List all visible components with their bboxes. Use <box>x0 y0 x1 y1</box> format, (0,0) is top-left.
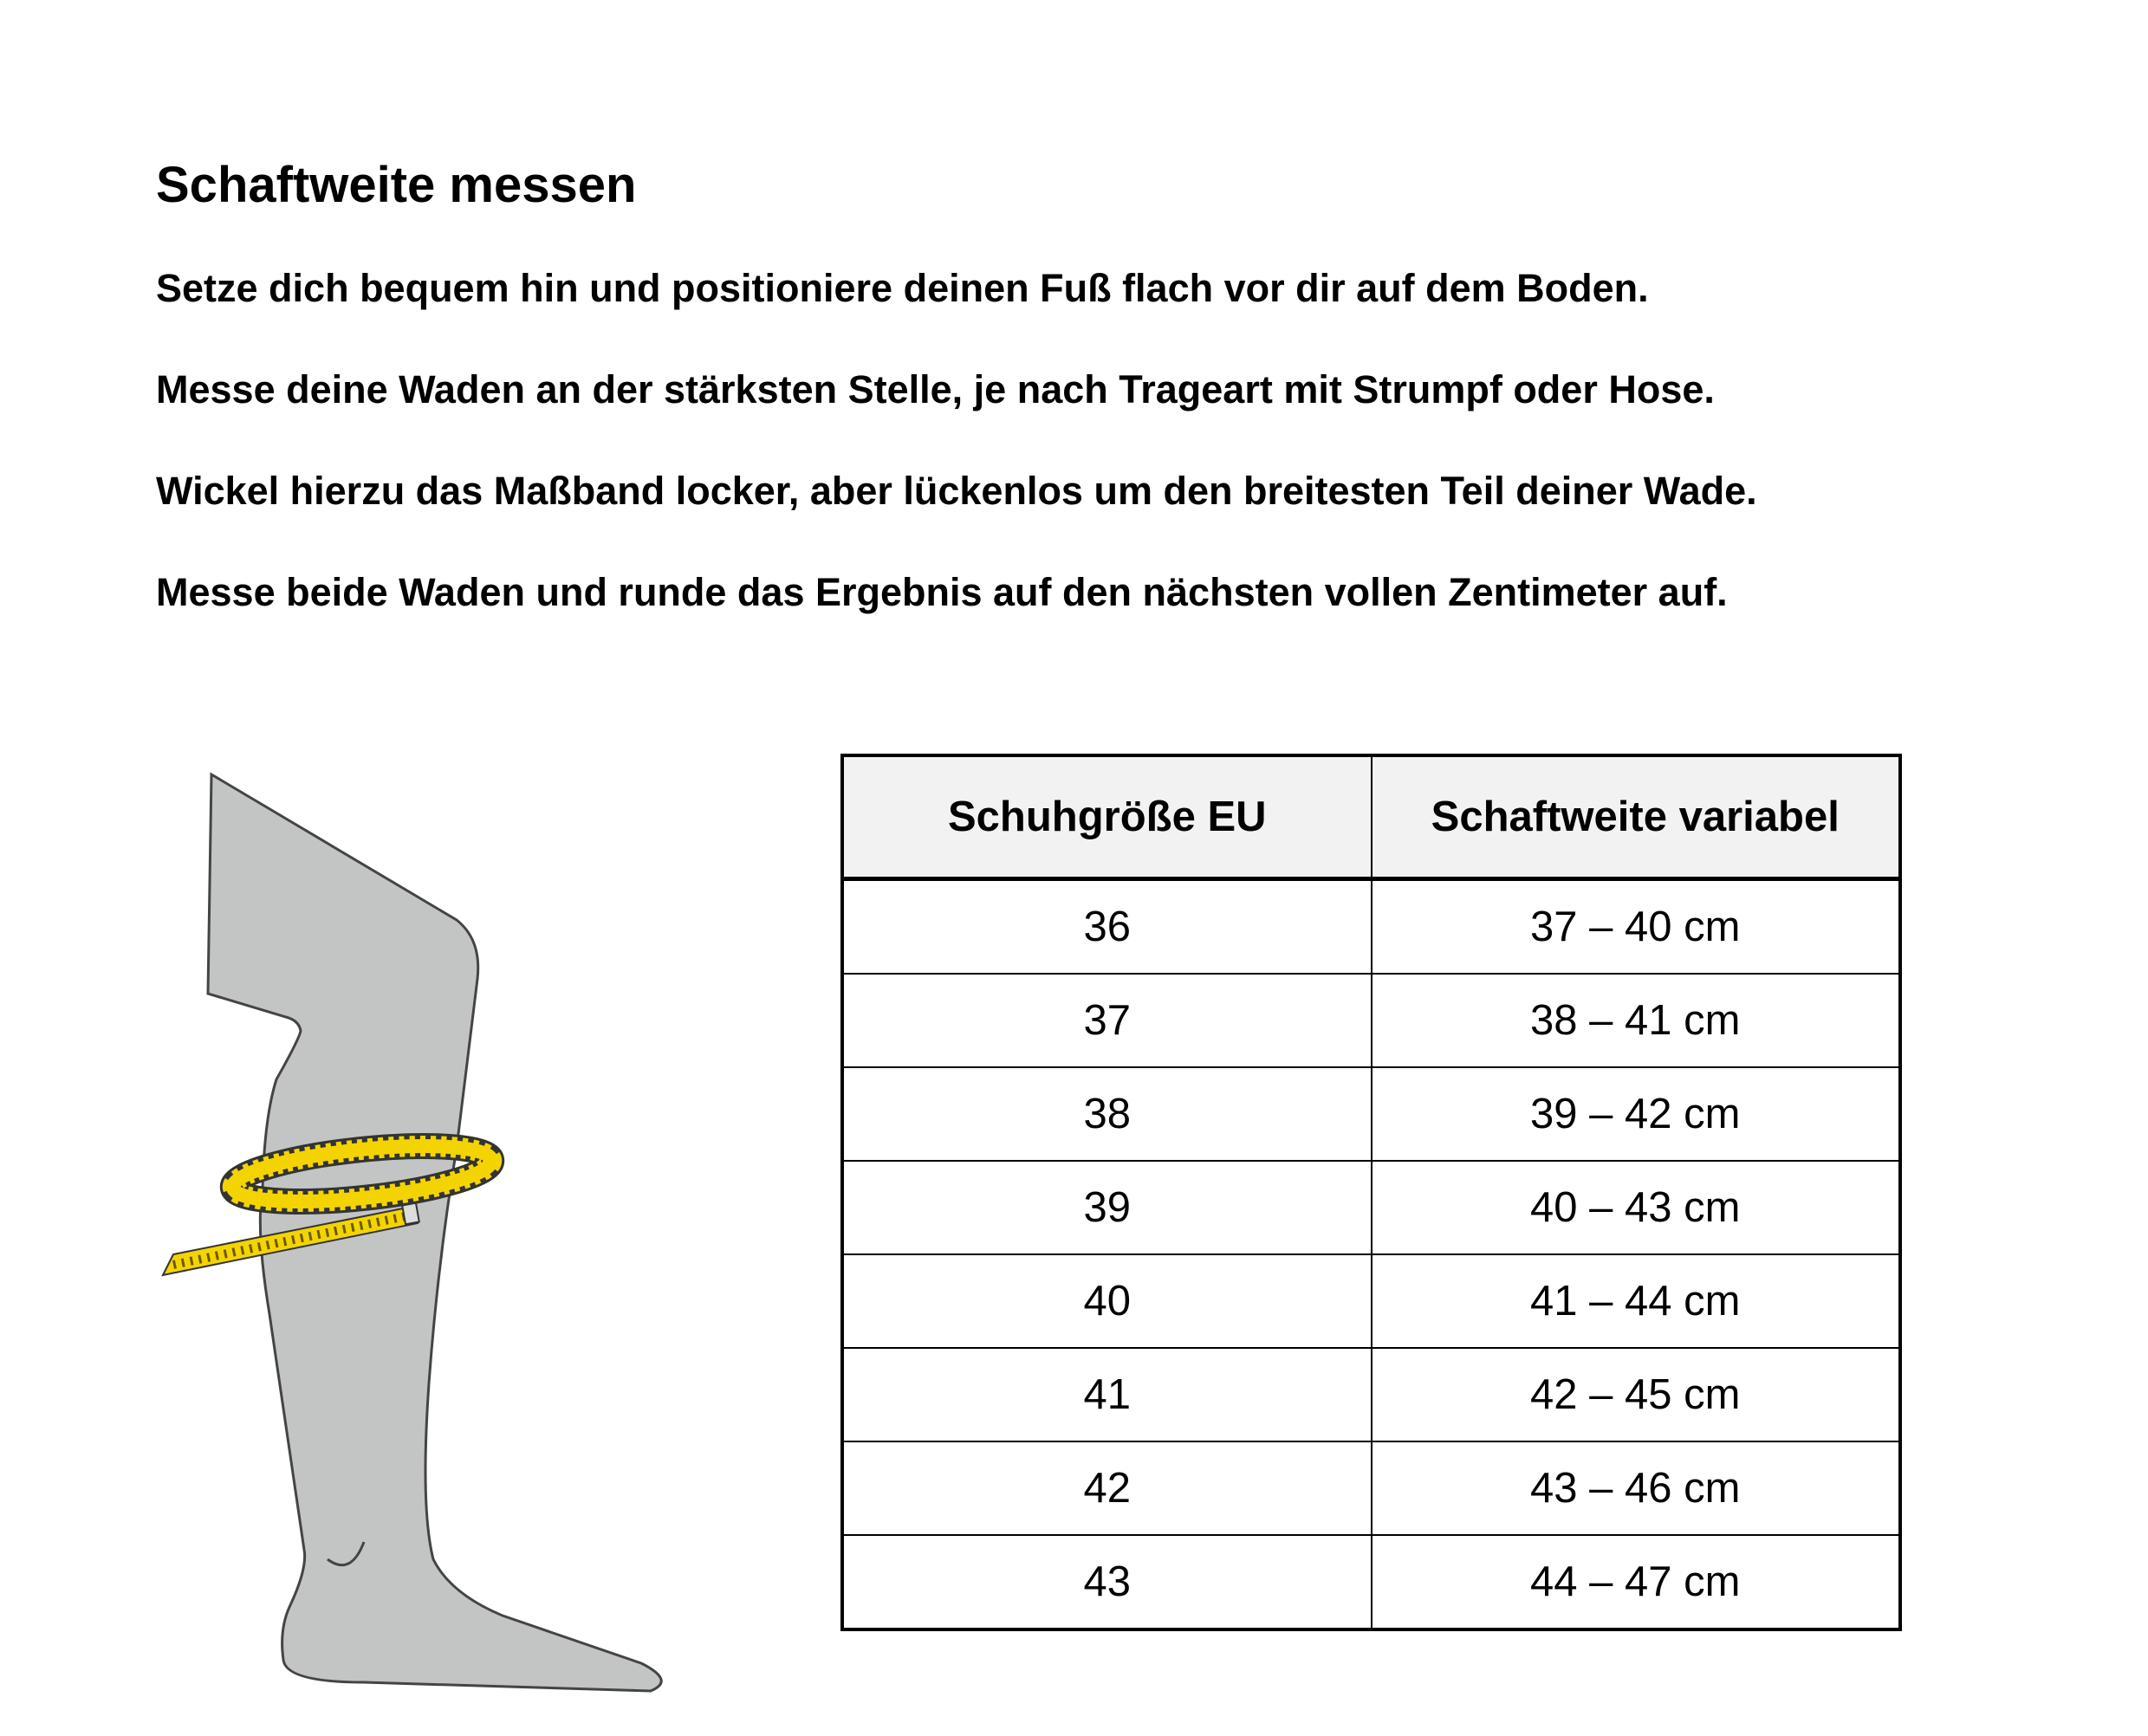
leg-icon <box>208 774 661 1691</box>
shaft-width-cell: 37 – 40 cm <box>1372 879 1901 975</box>
table-row <box>842 879 1900 975</box>
shaft-width-cell: 42 – 45 cm <box>1372 1348 1901 1441</box>
size-table <box>840 754 1902 1631</box>
shaft-width-cell: 43 – 46 cm <box>1372 1441 1901 1535</box>
shoe-size-cell: 42 <box>842 1441 1372 1535</box>
table-row <box>842 1254 1900 1348</box>
table-header-row <box>842 755 1900 879</box>
shaft-width-cell: 38 – 41 cm <box>1372 974 1901 1067</box>
shaft-width-cell: 41 – 44 cm <box>1372 1254 1901 1348</box>
shaft-width-cell: 44 – 47 cm <box>1372 1535 1901 1629</box>
table-row <box>842 1067 1900 1161</box>
instruction-4: Messe beide Waden und runde das Ergebnis auf den nächsten vollen Zentimeter auf. <box>156 570 1728 614</box>
table-row <box>842 1348 1900 1441</box>
page-title: Schaftweite messen <box>156 157 637 213</box>
shaft-width-cell: 40 – 43 cm <box>1372 1161 1901 1254</box>
shoe-size-cell: 43 <box>842 1535 1372 1629</box>
shoe-size-cell: 40 <box>842 1254 1372 1348</box>
table-row <box>842 1535 1900 1629</box>
instruction-2: Messe deine Waden an der stärksten Stelle, je nach Trageart mit Strumpf oder Hose. <box>156 367 1715 411</box>
table-row <box>842 1161 1900 1254</box>
shoe-size-cell: 41 <box>842 1348 1372 1441</box>
table-row <box>842 974 1900 1067</box>
shoe-size-cell: 37 <box>842 974 1372 1067</box>
instruction-3: Wickel hierzu das Maßband locker, aber lückenlos um den breitesten Teil deiner Wade. <box>156 469 1757 513</box>
header-shaft-width: Schaftweite variabel <box>1372 755 1901 879</box>
shoe-size-cell: 36 <box>842 879 1372 975</box>
shoe-size-cell: 38 <box>842 1067 1372 1161</box>
shaft-width-cell: 39 – 42 cm <box>1372 1067 1901 1161</box>
header-shoe-size: Schuhgröße EU <box>842 755 1372 879</box>
instruction-1: Setze dich bequem hin und positioniere deinen Fuß flach vor dir auf dem Boden. <box>156 266 1649 310</box>
table-row <box>842 1441 1900 1535</box>
shoe-size-cell: 39 <box>842 1161 1372 1254</box>
